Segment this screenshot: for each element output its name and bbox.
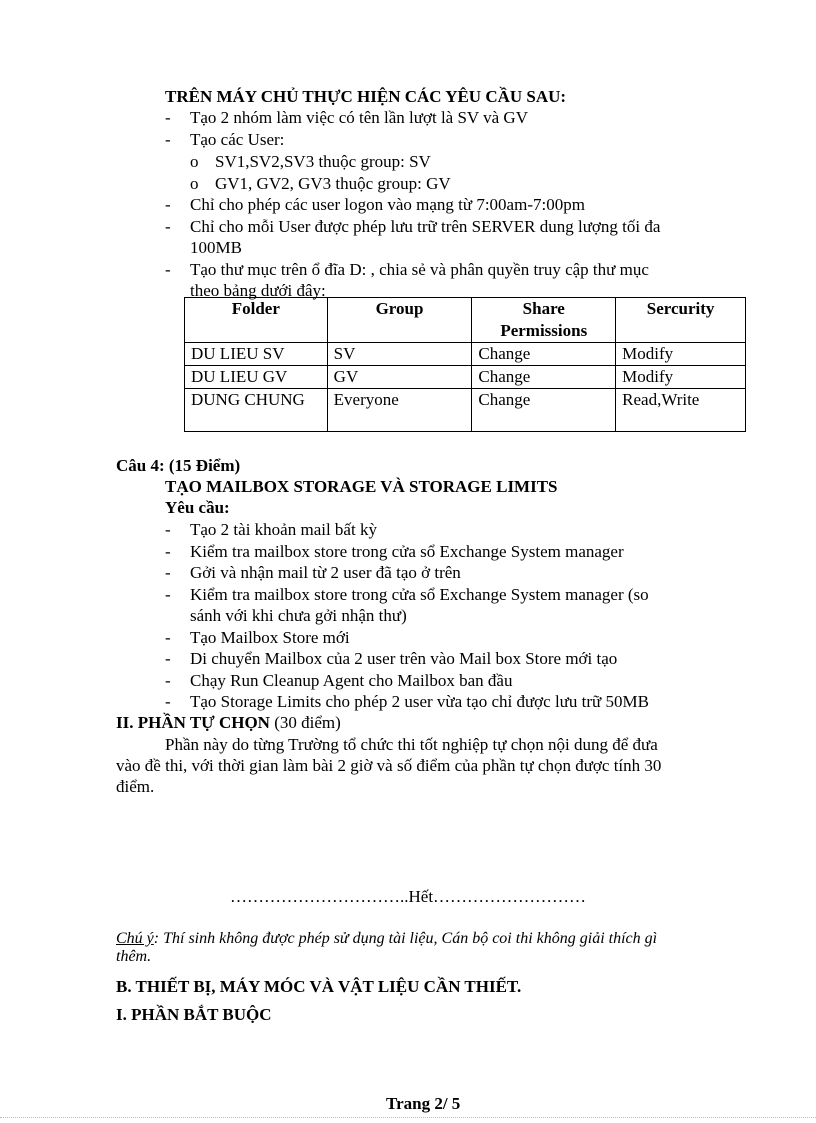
table-cell: Modify [616, 343, 746, 366]
column-header-group: Group [327, 298, 472, 343]
sub-bullet: o [190, 152, 199, 171]
part-2-points: (30 điểm) [269, 713, 341, 732]
table-cell: Read,Write [616, 389, 746, 432]
column-header-security: Sercurity [616, 298, 746, 343]
table-cell: GV [327, 366, 472, 389]
footer-divider [0, 1117, 816, 1118]
table-cell: Change [472, 366, 616, 389]
section-b-heading: B. THIẾT BỊ, MÁY MÓC VÀ VẬT LIỆU CẦN THIẾT. [116, 977, 522, 996]
question-title: Câu 4: (15 Điểm) [116, 456, 241, 475]
sub-bullet: o [190, 174, 199, 193]
section-b1-heading: I. PHẦN BẮT BUỘC [116, 1005, 272, 1024]
question-subtitle: TẠO MAILBOX STORAGE VÀ STORAGE LIMITS [165, 477, 558, 496]
sub-list-item: GV1, GV2, GV3 thuộc group: GV [215, 174, 451, 193]
table-cell: DU LIEU GV [185, 366, 328, 389]
table-cell: Modify [616, 366, 746, 389]
list-item: Chỉ cho mỗi User được phép lưu trữ trên SERVER dung lượng tối đa [190, 217, 661, 236]
part-2-heading [116, 712, 341, 734]
list-item: Kiểm tra mailbox store trong cửa sổ Exchange System manager [190, 542, 624, 561]
list-item: Chạy Run Cleanup Agent cho Mailbox ban đầu [190, 671, 513, 690]
section-heading-server: TRÊN MÁY CHỦ THỰC HIỆN CÁC YÊU CẦU SAU: [165, 87, 567, 106]
list-item-continuation: 100MB [190, 238, 242, 257]
list-dash: - [165, 649, 171, 668]
column-header-share-permissions: Share Permissions [472, 298, 616, 343]
end-marker: …………………………..Hết……………………… [230, 887, 587, 906]
list-item: Tạo 2 tài khoản mail bất kỳ [190, 520, 377, 539]
table-cell: Everyone [327, 389, 472, 432]
list-item: Tạo Mailbox Store mới [190, 628, 350, 647]
paragraph-line: điểm. [116, 777, 155, 796]
list-item: Tạo 2 nhóm làm việc có tên lần lượt là SV và GV [190, 108, 528, 127]
list-dash: - [165, 130, 171, 149]
list-item: Tạo Storage Limits cho phép 2 user vừa tạo chỉ được lưu trữ 50MB [190, 692, 649, 711]
list-item: Tạo thư mục trên ổ đĩa D: , chia sẻ và phân quyền truy cập thư mục [190, 260, 649, 279]
list-item: Tạo các User: [190, 130, 285, 149]
part-2-title: II. PHẦN TỰ CHỌN [116, 713, 270, 732]
table-cell: DU LIEU SV [185, 343, 328, 366]
page-number: Trang 2/ 5 [386, 1094, 461, 1113]
table-cell: DUNG CHUNG [185, 389, 328, 432]
list-item: Kiểm tra mailbox store trong cửa sổ Exchange System manager (so [190, 585, 649, 604]
table-row [185, 389, 746, 432]
table-cell: SV [327, 343, 472, 366]
list-dash: - [165, 671, 171, 690]
list-dash: - [165, 585, 171, 604]
table-header-row [185, 298, 746, 343]
list-dash: - [165, 195, 171, 214]
list-dash: - [165, 108, 171, 127]
table-cell: Change [472, 343, 616, 366]
requirements-label: Yêu cầu: [165, 498, 230, 517]
list-dash: - [165, 520, 171, 539]
list-dash: - [165, 563, 171, 582]
table-cell: Change [472, 389, 616, 432]
list-item: Gởi và nhận mail từ 2 user đã tạo ở trên [190, 563, 461, 582]
note [116, 929, 657, 948]
note-text: : Thí sinh không được phép sử dụng tài liệu, Cán bộ coi thi không giải thích gì [153, 930, 658, 947]
list-dash: - [165, 260, 171, 279]
paragraph-line: Phần này do từng Trường tổ chức thi tốt nghiệp tự chọn nội dung để đưa [165, 735, 658, 754]
list-dash: - [165, 628, 171, 647]
list-item: Di chuyển Mailbox của 2 user trên vào Mail box Store mới tạo [190, 649, 618, 668]
list-item: Chỉ cho phép các user logon vào mạng từ 7:00am-7:00pm [190, 195, 585, 214]
list-item-continuation: theo bảng dưới đây: [190, 281, 326, 300]
list-dash: - [165, 692, 171, 711]
permissions-table [184, 297, 746, 432]
table-row [185, 343, 746, 366]
list-item-continuation: sánh với khi chưa gởi nhận thư) [190, 606, 407, 625]
list-dash: - [165, 542, 171, 561]
table-row [185, 366, 746, 389]
list-dash: - [165, 217, 171, 236]
paragraph-line: vào đề thi, với thời gian làm bài 2 giờ và số điểm của phần tự chọn được tính 30 [116, 756, 662, 775]
note-text-continuation: thêm. [116, 948, 152, 965]
column-header-folder: Folder [185, 298, 328, 343]
sub-list-item: SV1,SV2,SV3 thuộc group: SV [215, 152, 431, 171]
note-label: Chú ý [116, 930, 154, 947]
